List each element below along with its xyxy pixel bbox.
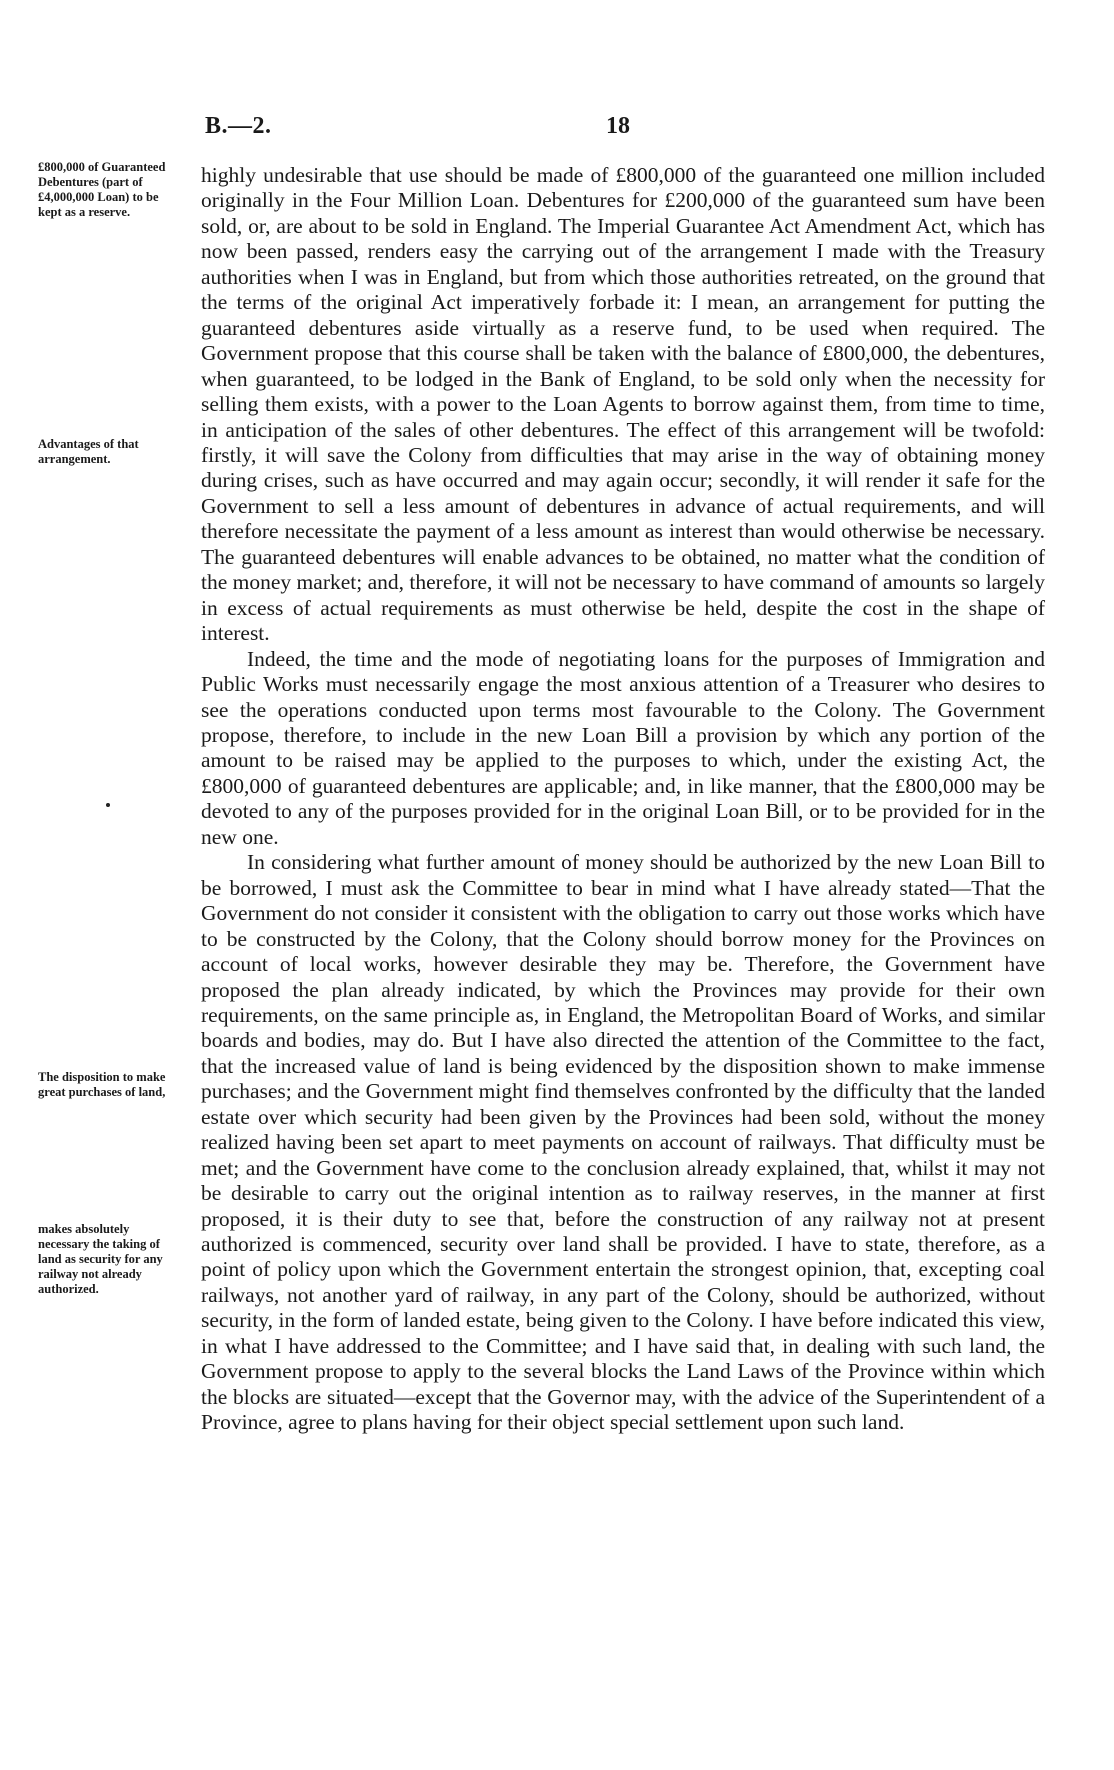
margin-note-railway-security: makes absolutely necessary the taking of land as security for any railway not already authorized. <box>38 1222 163 1296</box>
margin-note-reserve: £800,000 of Guaranteed Debentures (part of £4,000,000 Loan) to be kept as a reserve. <box>38 160 166 219</box>
main-text <box>201 163 1045 1436</box>
paragraph-reserve-fund: highly undesirable that use should be made of £800,000 of the guaranteed one million included originally in the Four Million Loan. Debentures for £200,000 of the guaranteed sum have been sold, or, are about to be sold in England. The Imperial Guarantee Act Amendment Act, which has now been passed, renders easy the carrying out of the arrangement I made with the Treasury authorities when I was in England, but from which those authorities retreated, on the ground that the terms of the original Act imperatively forbade it: I mean, an arrangement for putting the guaranteed debentures aside virtually as a reserve fund, to be used when required. The Government propose that this course shall be taken with the balance of £800,000, the debentures, when guaranteed, to be lodged in the Bank of England, to be sold only when the necessity for selling them exists, with a power to the Loan Agents to borrow against them, from time to time, in anticipation of the sales of other debentures. The effect of this arrangement will be twofold: firstly, it will save the Colony from difficulties that may arise in the way of obtaining money during crises, such as have occurred and may again occur; secondly, it will render it safe for the Government to sell a less amount of debentures in advance of actual requirements, and will therefore necessitate the payment of a less amount as interest than would otherwise be necessary. The guaranteed debentures will enable advances to be obtained, no matter what the condition of the money market; and, therefore, it will not be necessary to have command of amounts so largely in excess of actual requirements as must otherwise be held, despite the cost in the shape of interest. <box>201 163 1045 646</box>
page-number: 18 <box>606 113 630 139</box>
paragraph-land-security: In considering what further amount of money should be authorized by the new Loan Bill to be borrowed, I must ask the Committee to bear in mind what I have already stated—That the Government do not consider it consistent with the obligation to carry out those works which have to be constructed by the Colony, that the Colony should borrow money for the Provinces on account of local works, however desirable they may be. Therefore, the Government have proposed the plan already indicated, by which the Provinces may provide for their own requirements, on the same principle as, in England, the Metropolitan Board of Works, and similar boards and bodies, may do. But I have also directed the attention of the Committee to the fact, that the increased value of land is being evidenced by the disposition shown to make immense purchases; and the Government might find themselves confronted by the difficulty that the landed estate over which security had been given by the Provinces had been sold, without the money realized having been set apart to meet payments on account of railways. That difficulty must be met; and the Government have come to the conclusion already explained, that, whilst it may not be desirable to carry out the original intention as to railway reserves, in the manner at first proposed, it is their duty to see that, before the construction of any railway not at present authorized is commenced, security over land shall be provided. I have to state, therefore, as a point of policy upon which the Government entertain the strongest opinion, that, excepting coal railways, not another yard of railway, in any part of the Colony, should be authorized, without security, in the form of landed estate, being given to the Colony. I have before indicated this view, in what I have addressed to the Committee; and I have said that, in dealing with such land, the Government propose to apply to the several blocks the Land Laws of the Province within which the blocks are situated—except that the Governor may, with the advice of the Superintendent of a Province, agree to plans having for their object special settlement upon such land. <box>201 850 1045 1435</box>
document-series: B.—2. <box>205 113 272 139</box>
stray-mark <box>106 803 110 807</box>
margin-note-advantages: Advantages of that arrangement. <box>38 437 139 466</box>
margin-note-land-purchases: The disposition to make great purchases of land, <box>38 1070 166 1099</box>
paragraph-loan-negotiation: Indeed, the time and the mode of negotiating loans for the purposes of Immigration and Public Works must necessarily engage the most anxious attention of a Treasurer who desires to see the operations conducted upon terms most favourable to the Colony. The Government propose, therefore, to include in the new Loan Bill a provision by which any portion of the amount to be raised may be applied to the purposes to which, under the existing Act, the £800,000 of guaranteed debentures are applicable; and, in like manner, that the £800,000 may be devoted to any of the purposes provided for in the original Loan Bill, or to be provided for in the new one. <box>201 646 1045 849</box>
